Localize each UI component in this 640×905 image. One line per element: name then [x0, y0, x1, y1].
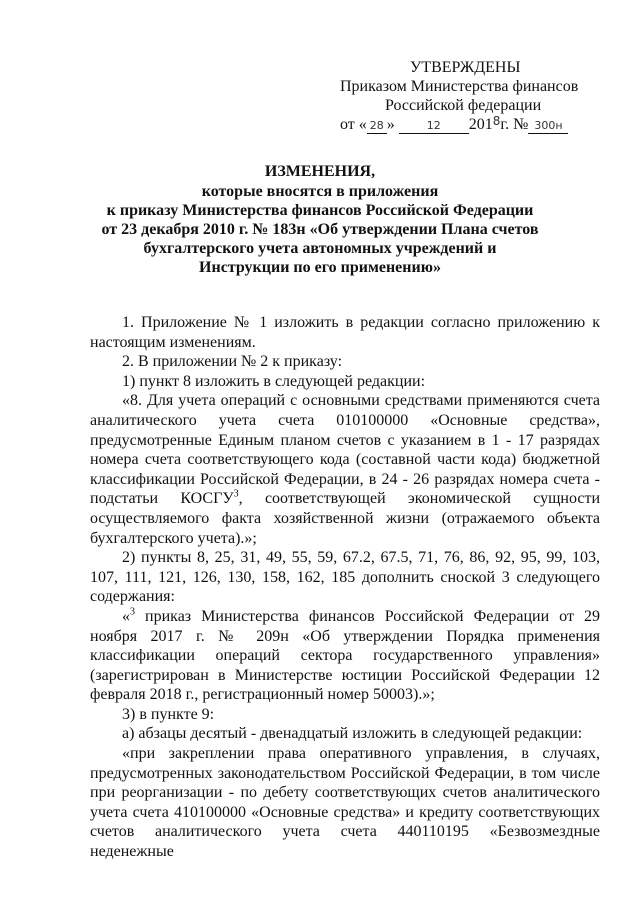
date-month: 12 [399, 119, 469, 134]
paragraph-8: а) абзацы десятый - двенадцатый изложить в следующей редакции: [122, 725, 583, 743]
paragraph-9: «при закреплении права оперативного управления, в случаях, предусмотренных законодательством Российской Федерации, в том числе при реорганизации - по дебету соответствующих счетов аналитического учета счета 410100000 «Основные средства» и кредиту соответствующих счетов аналитического учета счета 440110195 «Безвозмездные неденежные [90, 745, 600, 861]
approval-title: УТВЕРЖДЕНЫ [410, 59, 521, 76]
date-day: 28 [367, 119, 387, 134]
paragraph-6 [90, 607, 600, 705]
year-end: г. № [500, 116, 529, 133]
heading-line-5: Инструкции по его применению» [199, 259, 441, 276]
paragraph-6-text: приказ Министерства финансов Российской Федерации от 29 ноября 2017 г. № 209н «Об утверждении Порядка применения классификации операций сектора государственного управления» (зарегистрирован в Министерстве юстиции Российской Федерации 12 февраля 2018 г., регистрационный номер 50003).»; [90, 607, 600, 704]
footnote-mark-3: 3 [130, 606, 135, 618]
heading-line-3: от 23 декабря 2010 г. № 183н «Об утверждении Плана счетов [101, 221, 539, 238]
year-suffix: 8 [492, 114, 501, 128]
paragraph-3: 1) пункт 8 изложить в следующей редакции: [122, 372, 426, 390]
date-prefix: от « [340, 116, 367, 133]
paragraph-1: 1. Приложение № 1 изложить в редакции согласно приложению к настоящим изменениям. [90, 314, 600, 351]
paragraph-5: 2) пункты 8, 25, 31, 49, 55, 59, 67.2, 67.5, 71, 76, 86, 92, 95, 99, 103, 107, 111, 121, 126, 130, 158, 162, 185 дополнить сноской 3 следующего содержания: [90, 549, 600, 606]
paragraph-4 [90, 391, 600, 548]
date-mid: » [386, 116, 395, 133]
heading-main: ИЗМЕНЕНИЯ, [264, 163, 376, 180]
paragraph-6-open-quote: « [122, 607, 130, 625]
year-prefix: 201 [468, 116, 493, 133]
paragraph-7: 3) в пункте 9: [122, 705, 215, 723]
paragraph-4-part-a: «8. Для учета операций с основными средствами применяются счета аналитического учета счета 010100000 «Основные средства», предусмотренные Единым планом счетов с указанием в 1 - 17 разрядах номера счета соответствующего кода (составной части кода) бюджетной классификации Российской Федерации, в 24 - 26 разрядах номера счета - подстатьи КОСГУ [90, 392, 600, 508]
approval-block [340, 58, 590, 134]
paragraph-4-part-b: , соответствующей экономической сущности осуществляемого факта хозяйственной жизни (отражаемого объекта бухгалтерского учета).»; [90, 490, 601, 547]
approval-line-1: Приказом Министерства финансов [340, 78, 579, 95]
heading-line-1: которые вносятся в приложения [201, 183, 439, 200]
paragraph-2: 2. В приложении № 2 к приказу: [122, 353, 343, 371]
approval-date-line [340, 115, 590, 134]
document-heading [60, 162, 580, 277]
approval-line-2: Российской федерации [385, 97, 542, 114]
order-number: 300н [528, 119, 568, 134]
footnote-ref-3: 3 [233, 489, 239, 501]
document-body [90, 313, 600, 862]
heading-line-4: бухгалтерского учета автономных учреждений и [143, 240, 497, 257]
heading-line-2: к приказу Министерства финансов Российской Федерации [106, 202, 534, 219]
